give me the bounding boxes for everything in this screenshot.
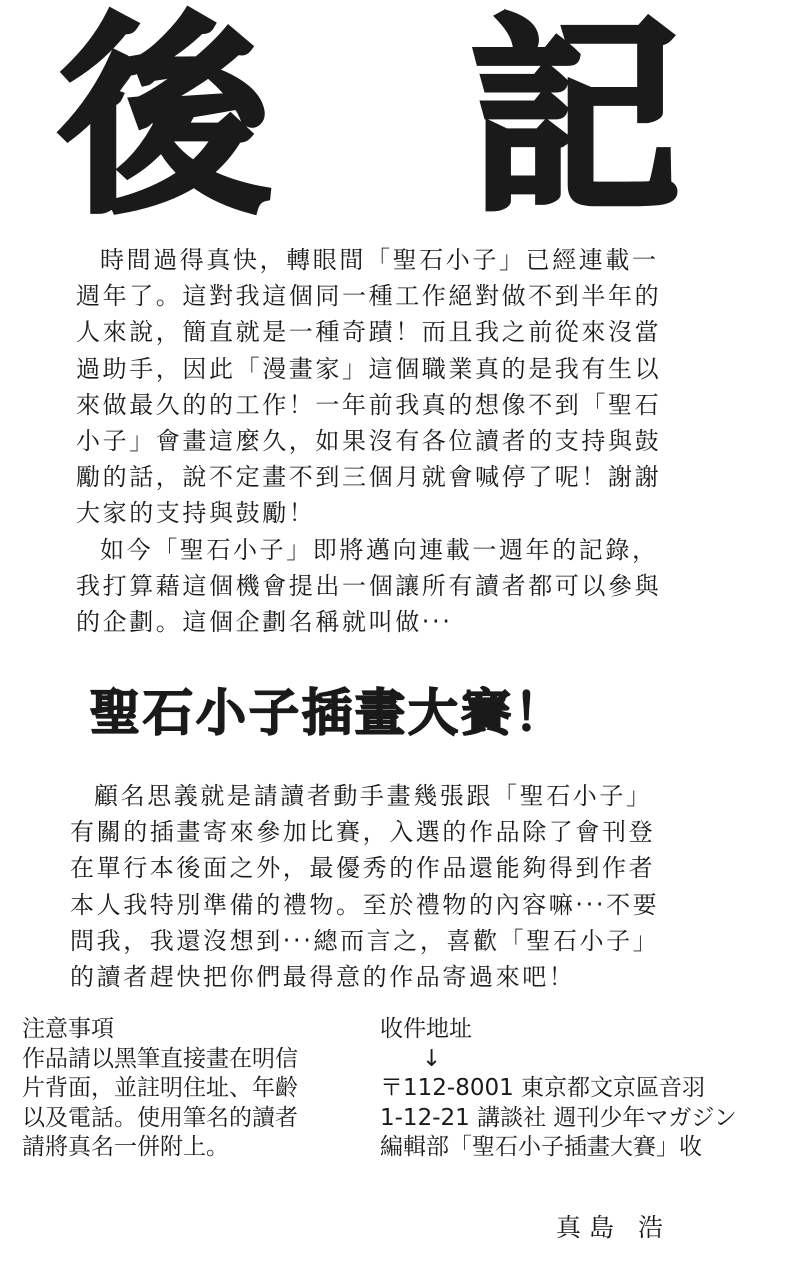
down-arrow-icon: ↓ [422,1045,442,1072]
text-line: 的讀者趕快把你們最得意的作品寄過來吧！ [70,963,576,992]
notes-line: 請將真名一併附上。 [22,1134,229,1160]
text-line: 大家的支持與鼓勵！ [76,499,316,528]
author-signature: 真島 浩 [556,1213,671,1242]
text-line: 時間過得真快，轉眼間「聖石小子」已經連載一 [100,246,659,274]
text-line: 問我，我還沒想到‧‧‧總而言之，喜歡「聖石小子」 [70,926,660,955]
text-line: 的企劃。這個企劃名稱就叫做‧‧‧ [76,608,453,637]
contest-heading: 聖石小子插畫大賽！ [90,684,567,742]
address-heading: 收件地址 [380,1016,472,1042]
intro-paragraph-1 [76,242,661,532]
text-line: 有關的插畫寄來參加比賽，入選的作品除了會刊登 [70,818,656,847]
notes-line: 以及電話。使用筆名的讀者 [22,1104,298,1131]
address-line: 〒112-8001 東京都文京區音羽 [380,1075,706,1101]
text-line: 來做最久的的工作！一年前我真的想像不到「聖石 [76,390,662,419]
address-line: 編輯部「聖石小子插畫大賽」收 [380,1134,702,1160]
address-line: 1-12-21 講談社 週刊少年マガジン [380,1104,737,1131]
notes-heading: 注意事項 [22,1016,114,1042]
title-char-after: 後 [60,0,271,241]
address-section [380,1015,737,1163]
title-char-record: 記 [470,0,681,241]
text-line: 人來說，簡直就是一種奇蹟！而且我之前從來沒當 [76,318,662,347]
contest-paragraph [70,778,659,995]
text-line: 在單行本後面之外，最優秀的作品還能夠得到作者 [70,854,656,883]
text-line: 本人我特別準備的禮物。至於禮物的內容嘛‧‧‧不要 [70,890,660,919]
text-line: 如今「聖石小子」即將邁向連載一週年的記錄， [100,536,659,564]
notes-line: 片背面，並註明住址、年齡 [22,1075,298,1101]
text-line: 顧名思義就是請讀者動手畫幾張跟「聖石小子」 [94,782,653,810]
notes-section [22,1015,298,1163]
text-line: 過助手，因此「漫畫家」這個職業真的是我有生以 [76,354,662,383]
text-line: 小子」會畫這麼久，如果沒有各位讀者的支持與鼓 [76,427,662,456]
notes-line: 作品請以黑筆直接畫在明信 [22,1045,298,1072]
text-line: 勵的話，說不定畫不到三個月就會喊停了呢！謝謝 [76,463,662,492]
text-line: 週年了。這對我這個同一種工作絕對做不到半年的 [76,282,662,311]
text-line: 我打算藉這個機會提出一個讓所有讀者都可以參與 [76,572,662,601]
intro-paragraph-2 [76,532,661,641]
